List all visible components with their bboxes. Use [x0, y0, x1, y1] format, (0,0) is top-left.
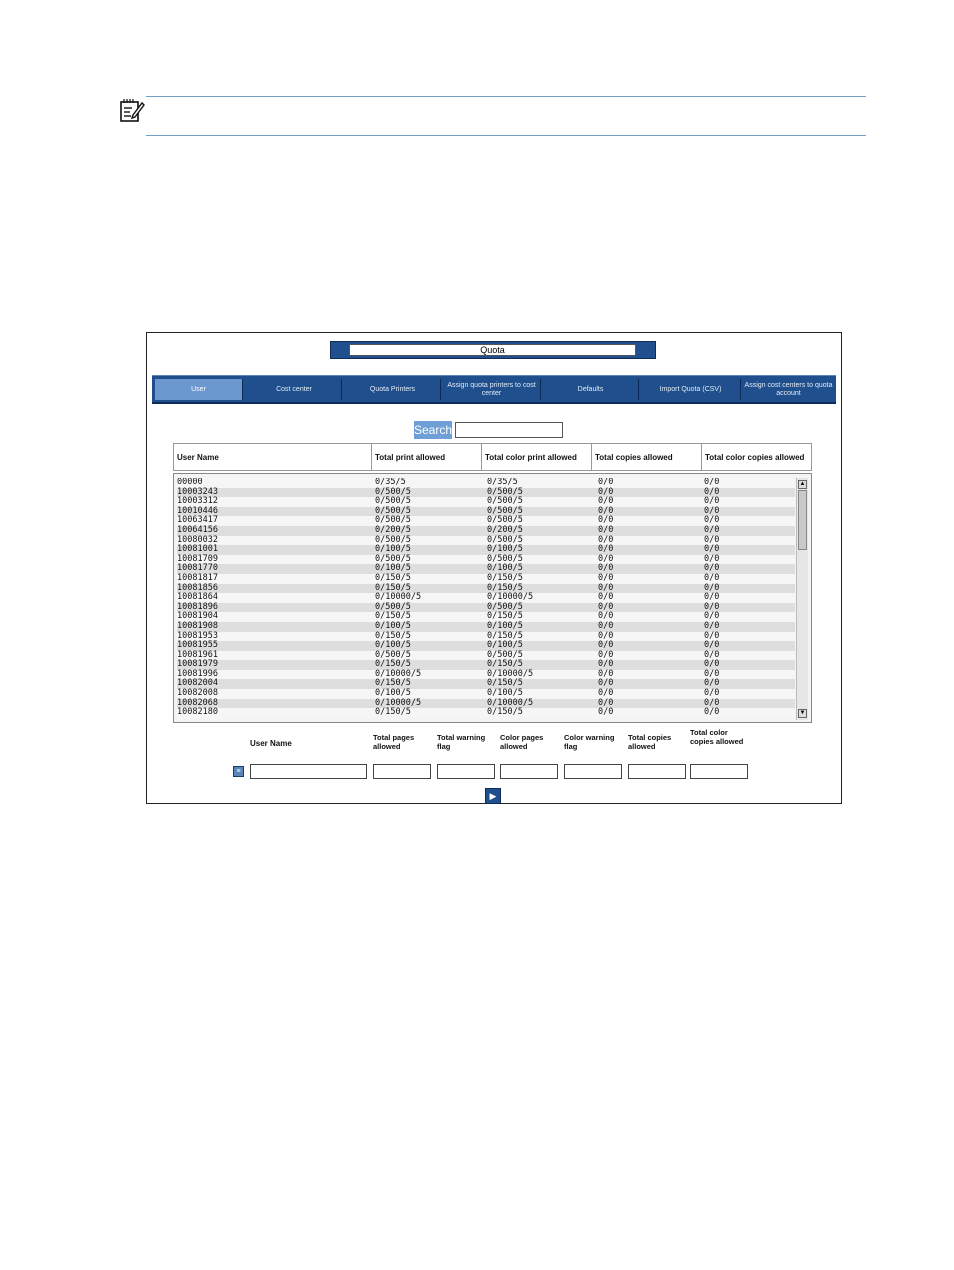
table-header: [173, 443, 812, 471]
cell-total-color-copies: 0/0: [704, 572, 720, 583]
total-pages-field[interactable]: [373, 764, 431, 779]
table-row[interactable]: [177, 699, 795, 709]
table-row[interactable]: [177, 651, 795, 661]
color-pages-field[interactable]: [500, 764, 558, 779]
cell-total-print: 0/150/5: [375, 678, 411, 689]
cell-total-copies: 0/0: [598, 486, 614, 497]
table-row[interactable]: [177, 660, 795, 670]
table-row[interactable]: [177, 641, 795, 651]
table-row[interactable]: [177, 536, 795, 546]
tab-bar: [152, 375, 836, 404]
cell-user-name: 10003243: [177, 486, 218, 497]
cell-total-copies: 0/0: [598, 582, 614, 593]
cell-total-copies: 0/0: [598, 601, 614, 612]
cell-total-print: 0/150/5: [375, 630, 411, 641]
cell-total-color-copies: 0/0: [704, 678, 720, 689]
cell-total-print: 0/500/5: [375, 505, 411, 516]
cell-total-color-copies: 0/0: [704, 486, 720, 497]
cell-total-color-print: 0/150/5: [487, 611, 523, 622]
cell-total-color-copies: 0/0: [704, 592, 720, 603]
total-copies-field[interactable]: [628, 764, 686, 779]
cell-total-print: 0/500/5: [375, 649, 411, 660]
cell-total-color-copies: 0/0: [704, 582, 720, 593]
cell-user-name: 10082008: [177, 688, 218, 699]
cell-user-name: 10003312: [177, 496, 218, 507]
form-label-total-pages: Total pages allowed: [373, 733, 415, 751]
cell-total-color-print: 0/500/5: [487, 486, 523, 497]
cell-total-copies: 0/0: [598, 620, 614, 631]
header-total-copies: Total copies allowed: [592, 444, 702, 470]
quota-list-rows: [177, 478, 795, 720]
cell-user-name: 10081955: [177, 640, 218, 651]
quota-screenshot: [146, 332, 842, 804]
cell-total-print: 0/150/5: [375, 659, 411, 670]
cell-total-print: 0/100/5: [375, 688, 411, 699]
cell-total-print: 0/500/5: [375, 496, 411, 507]
cell-total-color-copies: 0/0: [704, 611, 720, 622]
cell-user-name: 10081001: [177, 544, 218, 555]
cell-total-print: 0/35/5: [375, 478, 406, 487]
cell-user-name: 10081856: [177, 582, 218, 593]
form-label-user-name: User Name: [250, 739, 292, 748]
table-row[interactable]: [177, 574, 795, 584]
cell-user-name: 10081770: [177, 563, 218, 574]
table-row[interactable]: [177, 679, 795, 689]
table-row[interactable]: [177, 584, 795, 594]
cell-total-copies: 0/0: [598, 611, 614, 622]
cell-total-color-print: 0/500/5: [487, 515, 523, 526]
table-row[interactable]: [177, 564, 795, 574]
table-row[interactable]: [177, 545, 795, 555]
tab-assign-cost-centers[interactable]: Assign cost centers to quota account: [744, 381, 833, 397]
table-row[interactable]: [177, 622, 795, 632]
cell-total-color-copies: 0/0: [704, 601, 720, 612]
cell-total-print: 0/500/5: [375, 553, 411, 564]
search-input[interactable]: [455, 422, 563, 438]
cell-total-color-copies: 0/0: [704, 707, 720, 718]
tab-import-quota[interactable]: Import Quota (CSV): [641, 379, 741, 400]
cell-total-copies: 0/0: [598, 515, 614, 526]
table-row[interactable]: [177, 488, 795, 498]
cell-total-print: 0/500/5: [375, 534, 411, 545]
cell-total-color-copies: 0/0: [704, 620, 720, 631]
cell-total-copies: 0/0: [598, 678, 614, 689]
table-row[interactable]: [177, 689, 795, 699]
table-row[interactable]: [177, 555, 795, 565]
cell-total-copies: 0/0: [598, 544, 614, 555]
user-name-field[interactable]: [250, 764, 367, 779]
cell-total-color-copies: 0/0: [704, 505, 720, 516]
cell-total-copies: 0/0: [598, 572, 614, 583]
arrow-down-icon[interactable]: ▼: [799, 710, 806, 716]
cell-total-print: 0/500/5: [375, 486, 411, 497]
cell-total-print: 0/10000/5: [375, 697, 422, 708]
cell-total-copies: 0/0: [598, 668, 614, 679]
form-label-color-pages: Color pages allowed: [500, 733, 544, 751]
cell-total-color-copies: 0/0: [704, 496, 720, 507]
cell-total-color-print: 0/10000/5: [487, 668, 534, 679]
cell-user-name: 10081961: [177, 649, 218, 660]
cell-total-color-print: 0/500/5: [487, 496, 523, 507]
cell-total-color-copies: 0/0: [704, 478, 720, 487]
cell-total-color-print: 0/500/5: [487, 649, 523, 660]
tab-quota-printers[interactable]: Quota Printers: [345, 379, 441, 400]
header-total-color-copies: Total color copies allowed: [705, 452, 805, 462]
cell-total-color-print: 0/500/5: [487, 534, 523, 545]
cell-total-color-copies: 0/0: [704, 688, 720, 699]
table-row[interactable]: [177, 497, 795, 507]
cell-total-color-print: 0/500/5: [487, 505, 523, 516]
table-row[interactable]: [177, 516, 795, 526]
list-scrollbar[interactable]: [796, 478, 808, 720]
header-total-color-print: Total color print allowed: [482, 444, 592, 470]
cell-user-name: 00000: [177, 478, 203, 487]
tab-assign-quota-printers[interactable]: Assign quota printers to cost center: [443, 379, 541, 400]
cell-total-print: 0/150/5: [375, 572, 411, 583]
title-bar: [330, 341, 656, 359]
tab-cost-center[interactable]: Cost center: [247, 379, 342, 400]
table-row[interactable]: [177, 670, 795, 680]
cell-total-color-print: 0/10000/5: [487, 697, 534, 708]
cell-total-color-print: 0/100/5: [487, 620, 523, 631]
note-top-rule: [146, 96, 866, 97]
cell-user-name: 10081896: [177, 601, 218, 612]
arrow-up-icon[interactable]: ▲: [799, 481, 806, 487]
form-label-total-warning: Total warning flag: [437, 733, 486, 751]
cell-user-name: 10081904: [177, 611, 218, 622]
list-icon[interactable]: ≡: [233, 766, 244, 777]
cell-total-copies: 0/0: [598, 563, 614, 574]
cell-total-color-copies: 0/0: [704, 534, 720, 545]
cell-total-print: 0/100/5: [375, 544, 411, 555]
arrow-right-icon[interactable]: ▶: [485, 788, 501, 804]
cell-total-copies: 0/0: [598, 697, 614, 708]
cell-total-copies: 0/0: [598, 592, 614, 603]
cell-total-print: 0/150/5: [375, 611, 411, 622]
tab-defaults[interactable]: Defaults: [543, 379, 639, 400]
cell-total-color-copies: 0/0: [704, 524, 720, 535]
form-label-color-warning: Color warning flag: [564, 733, 615, 751]
cell-total-color-print: 0/150/5: [487, 582, 523, 593]
tab-user[interactable]: User: [155, 379, 243, 400]
cell-total-color-print: 0/500/5: [487, 601, 523, 612]
cell-total-color-print: 0/100/5: [487, 563, 523, 574]
form-label-total-copies: Total copies allowed: [628, 733, 672, 751]
cell-user-name: 10063417: [177, 515, 218, 526]
note-icon: [119, 98, 145, 124]
form-label-total-color-copies: Total color copies allowed: [690, 728, 744, 746]
table-row[interactable]: [177, 632, 795, 642]
table-row[interactable]: [177, 708, 795, 718]
table-row[interactable]: [177, 507, 795, 517]
cell-total-color-print: 0/150/5: [487, 630, 523, 641]
cell-total-copies: 0/0: [598, 649, 614, 660]
cell-total-print: 0/500/5: [375, 515, 411, 526]
table-row[interactable]: [177, 603, 795, 613]
cell-total-copies: 0/0: [598, 659, 614, 670]
quota-list[interactable]: [173, 473, 812, 723]
table-row[interactable]: [177, 593, 795, 603]
cell-total-print: 0/100/5: [375, 620, 411, 631]
cell-total-color-copies: 0/0: [704, 668, 720, 679]
cell-total-color-copies: 0/0: [704, 563, 720, 574]
cell-total-color-copies: 0/0: [704, 515, 720, 526]
cell-total-color-copies: 0/0: [704, 544, 720, 555]
cell-total-color-copies: 0/0: [704, 697, 720, 708]
cell-total-color-print: 0/200/5: [487, 524, 523, 535]
cell-total-print: 0/150/5: [375, 582, 411, 593]
cell-total-color-copies: 0/0: [704, 649, 720, 660]
cell-total-color-print: 0/150/5: [487, 572, 523, 583]
cell-total-copies: 0/0: [598, 553, 614, 564]
cell-user-name: 10081864: [177, 592, 218, 603]
cell-total-color-print: 0/10000/5: [487, 592, 534, 603]
cell-total-color-copies: 0/0: [704, 630, 720, 641]
cell-total-copies: 0/0: [598, 640, 614, 651]
cell-total-color-print: 0/150/5: [487, 707, 523, 718]
cell-user-name: 10082180: [177, 707, 218, 718]
cell-total-color-print: 0/100/5: [487, 688, 523, 699]
cell-user-name: 10081817: [177, 572, 218, 583]
cell-total-copies: 0/0: [598, 505, 614, 516]
cell-total-copies: 0/0: [598, 478, 614, 487]
cell-user-name: 10080032: [177, 534, 218, 545]
header-user-name: User Name: [174, 444, 372, 470]
cell-user-name: 10082004: [177, 678, 218, 689]
cell-total-copies: 0/0: [598, 707, 614, 718]
cell-user-name: 10010446: [177, 505, 218, 516]
cell-total-color-print: 0/500/5: [487, 553, 523, 564]
cell-total-copies: 0/0: [598, 534, 614, 545]
cell-total-print: 0/500/5: [375, 601, 411, 612]
cell-user-name: 10081979: [177, 659, 218, 670]
total-warning-field[interactable]: [437, 764, 495, 779]
cell-total-color-copies: 0/0: [704, 659, 720, 670]
cell-total-color-print: 0/150/5: [487, 678, 523, 689]
table-row[interactable]: [177, 612, 795, 622]
color-warning-field[interactable]: [564, 764, 622, 779]
cell-total-print: 0/150/5: [375, 707, 411, 718]
cell-total-copies: 0/0: [598, 630, 614, 641]
cell-user-name: 10064156: [177, 524, 218, 535]
cell-total-color-copies: 0/0: [704, 553, 720, 564]
cell-total-color-print: 0/100/5: [487, 544, 523, 555]
cell-total-print: 0/10000/5: [375, 592, 422, 603]
cell-user-name: 10081709: [177, 553, 218, 564]
cell-user-name: 10081908: [177, 620, 218, 631]
cell-total-color-print: 0/35/5: [487, 478, 518, 487]
cell-total-print: 0/10000/5: [375, 668, 422, 679]
cell-total-color-copies: 0/0: [704, 640, 720, 651]
cell-total-copies: 0/0: [598, 524, 614, 535]
cell-total-color-print: 0/100/5: [487, 640, 523, 651]
note-bottom-rule: [146, 135, 866, 136]
scrollbar-thumb[interactable]: [798, 490, 807, 550]
window-title: Quota: [349, 344, 636, 356]
cell-total-color-print: 0/150/5: [487, 659, 523, 670]
cell-user-name: 10081996: [177, 668, 218, 679]
cell-total-copies: 0/0: [598, 688, 614, 699]
cell-total-print: 0/100/5: [375, 640, 411, 651]
cell-total-print: 0/200/5: [375, 524, 411, 535]
header-total-print: Total print allowed: [372, 444, 482, 470]
table-row[interactable]: [177, 526, 795, 536]
cell-user-name: 10082068: [177, 697, 218, 708]
cell-total-print: 0/100/5: [375, 563, 411, 574]
total-color-copies-field[interactable]: [690, 764, 748, 779]
cell-total-copies: 0/0: [598, 496, 614, 507]
cell-user-name: 10081953: [177, 630, 218, 641]
table-row[interactable]: [177, 478, 795, 488]
search-label: Search: [414, 423, 453, 437]
